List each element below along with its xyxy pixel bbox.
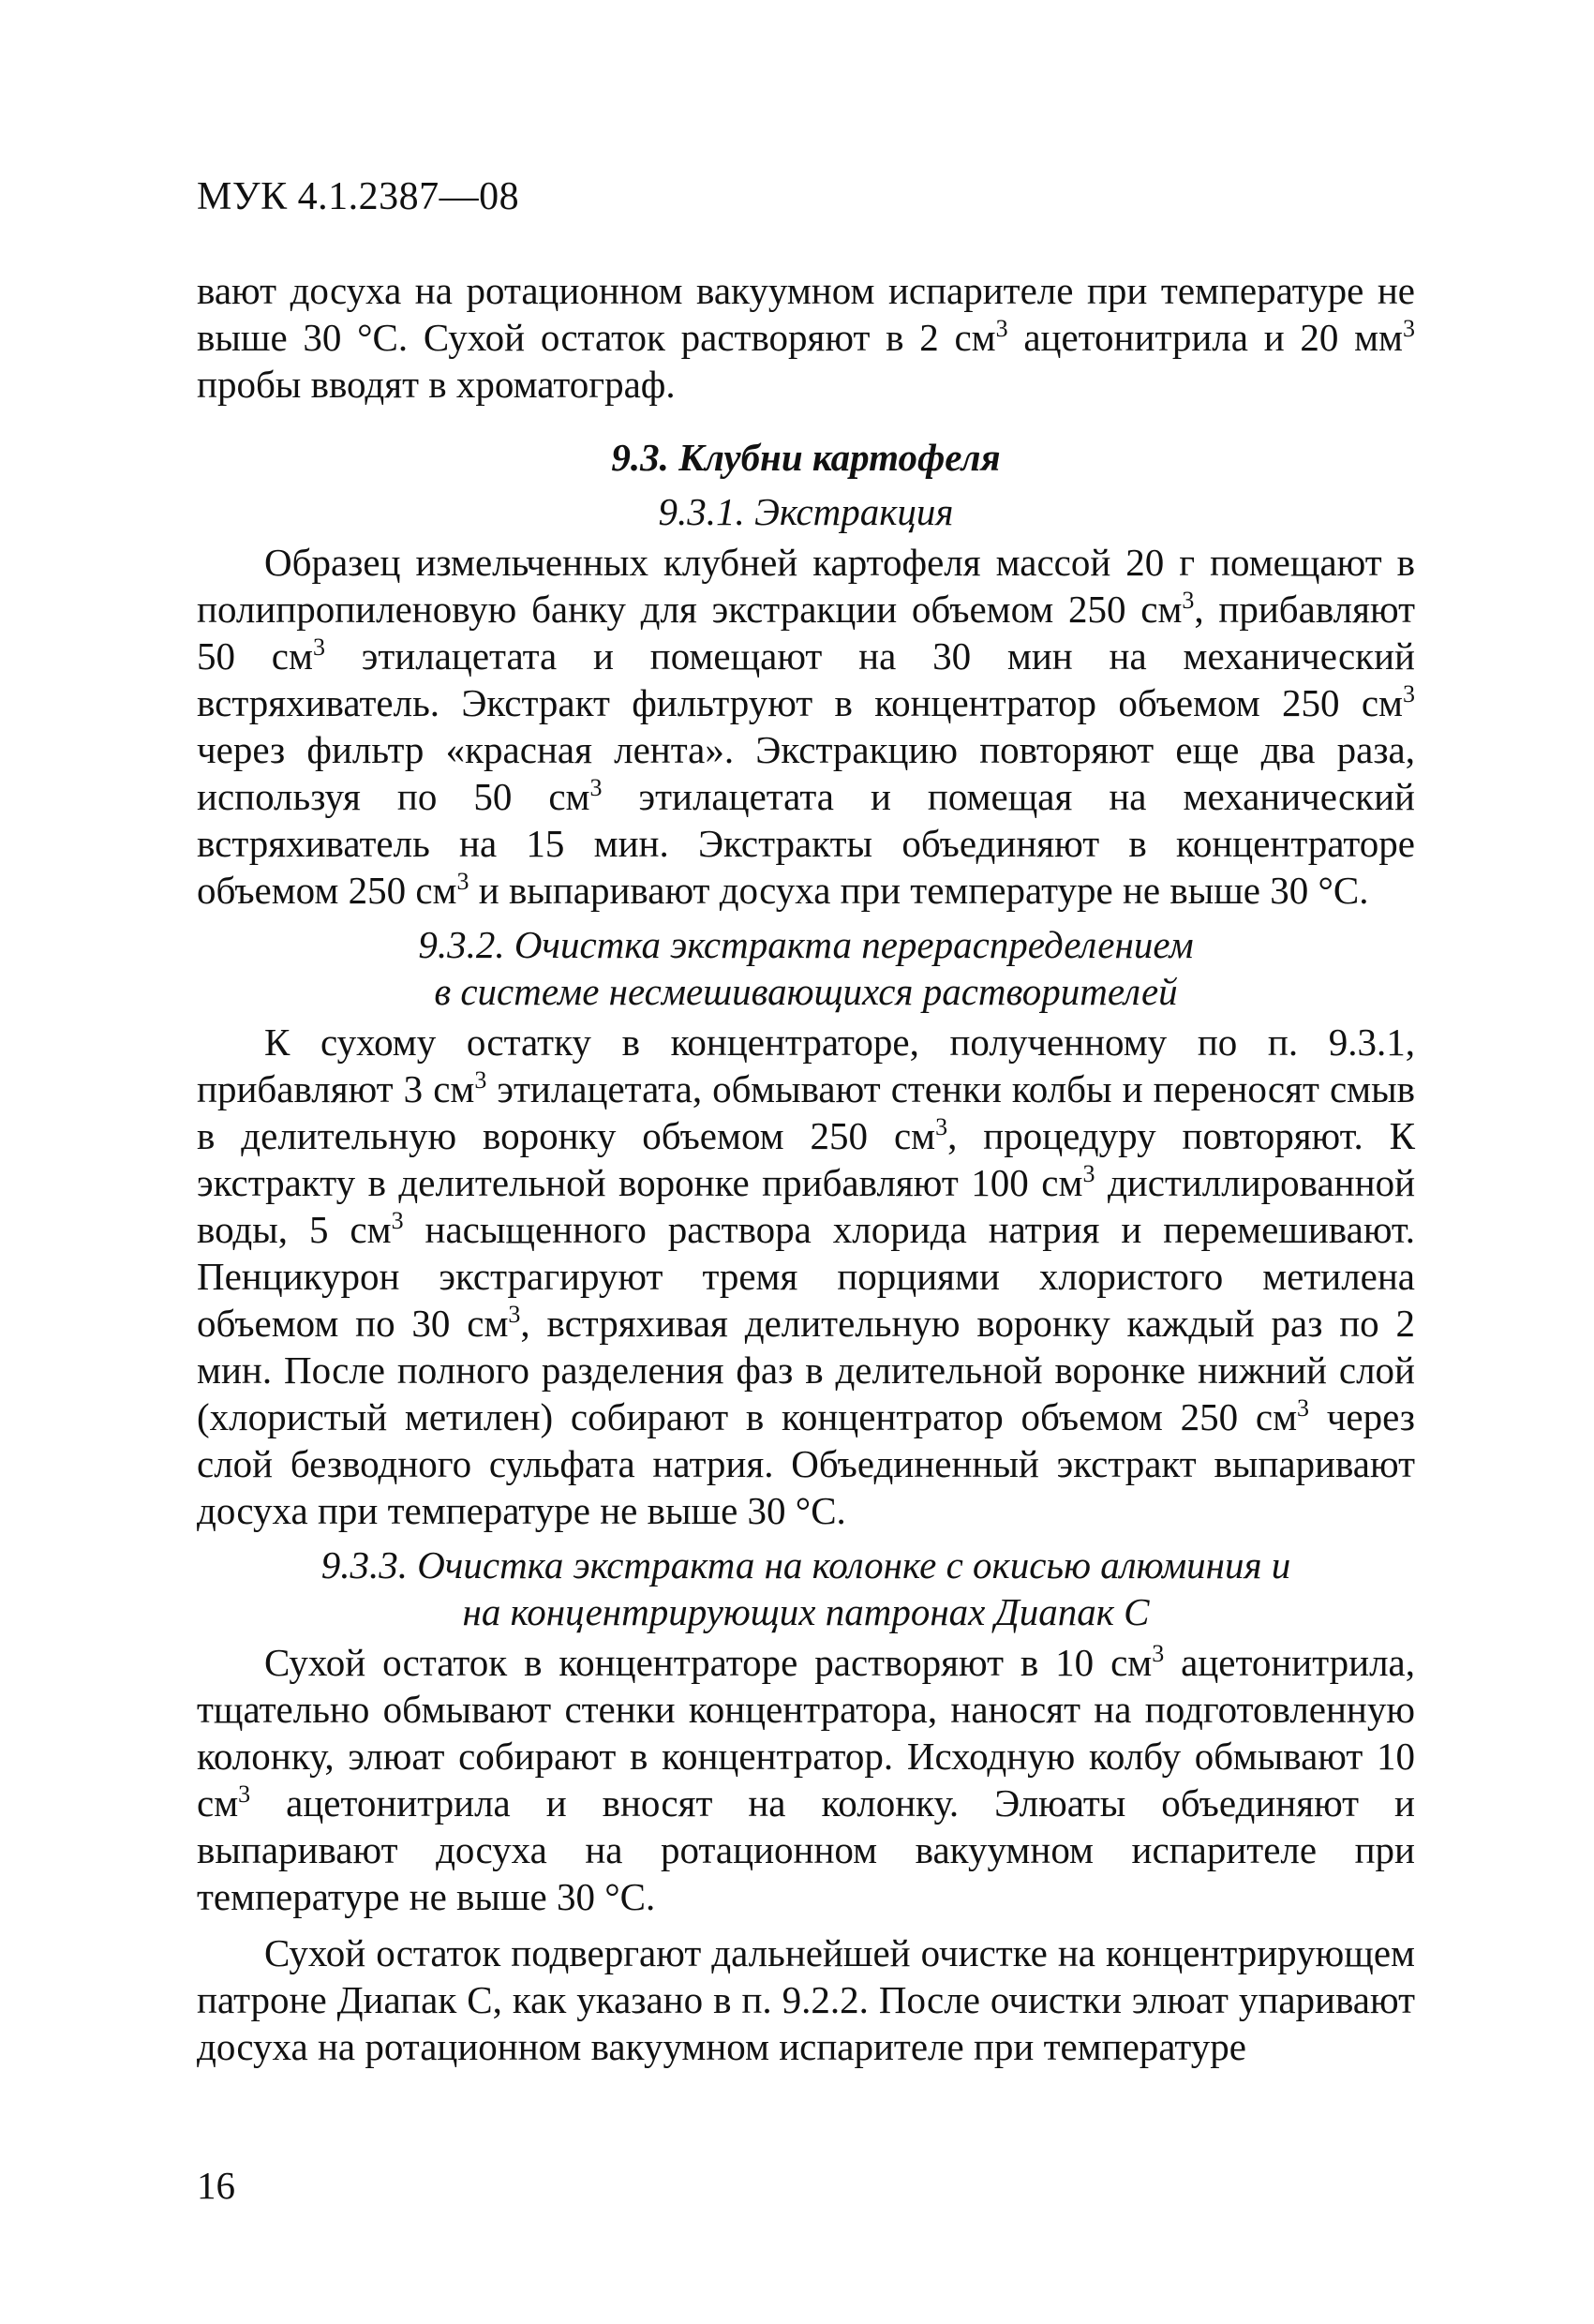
heading-line: 9.3.3. Очистка экстракта на колонке с окисью алюминия и — [320, 1543, 1291, 1587]
superscript: 3 — [1297, 1394, 1310, 1422]
heading-line: в системе несмешивающихся растворителей — [434, 970, 1178, 1013]
text-run: Образец измельченных клубней картофеля массой 20 г помещают в полипропиленовую банку для экстракции объемом 250 см — [197, 541, 1415, 631]
text-run: вают досуха на ротационном вакуумном испарителе при температуре не выше 30 °С. Сухой остаток растворяют в 2 см — [197, 269, 1415, 359]
superscript: 3 — [935, 1113, 948, 1140]
section-heading: 9.3. Клубни картофеля — [611, 436, 1001, 479]
paragraph-column-cleanup — [197, 1639, 1415, 1920]
text-run: ацетонитрила и 20 мм — [1007, 316, 1404, 359]
text-run: , прибавляют 50 см — [197, 588, 1415, 678]
superscript: 3 — [508, 1301, 521, 1328]
heading-line: на концентрирующих патронах Диапак С — [462, 1590, 1150, 1633]
superscript: 3 — [1403, 680, 1415, 708]
superscript: 3 — [1182, 587, 1195, 614]
paragraph-extraction — [197, 539, 1415, 914]
superscript: 3 — [1152, 1640, 1165, 1667]
heading-line: 9.3.2. Очистка экстракта перераспределением — [418, 923, 1194, 966]
superscript: 3 — [456, 868, 469, 895]
superscript: 3 — [238, 1780, 251, 1808]
text-run: через слой безводного сульфата натрия. Объединенный экстракт выпаривают досуха при температуре не выше 30 °С. — [197, 1395, 1415, 1532]
subsection-heading-column — [197, 1542, 1415, 1635]
superscript: 3 — [391, 1207, 404, 1234]
document-code-header: МУК 4.1.2387—08 — [197, 175, 520, 218]
text-run: этилацетата и помещают на 30 мин на механический встряхиватель. Экстракт фильтруют в концентратор объемом 250 см — [197, 634, 1415, 724]
superscript: 3 — [1403, 315, 1416, 342]
text-run: насыщенного раствора хлорида натрия и перемешивают. Пенцикурон экстрагируют тремя порциями хлористого метилена объемом по 30 см — [197, 1208, 1415, 1345]
paragraph-continuation — [197, 267, 1415, 408]
subsection-heading-partition — [197, 921, 1415, 1015]
text-run: Сухой остаток в концентраторе растворяют в 10 см — [264, 1641, 1153, 1684]
paragraph-partition — [197, 1019, 1415, 1534]
text-run: этилацетата и помещая на механический встряхиватель на 15 мин. Экстракты объединяют в концентраторе объемом 250 см — [197, 775, 1415, 912]
text-run: ацетонитрила и вносят на колонку. Элюаты объединяют и выпаривают досуха на ротационном вакуумном испарителе при температуре не выше 30 °С. — [197, 1781, 1415, 1918]
superscript: 3 — [995, 315, 1008, 342]
text-run: К сухому остатку в концентраторе, полученному по п. 9.3.1, прибавляют 3 см — [197, 1020, 1415, 1110]
text-run: пробы вводят в хроматограф. — [197, 363, 676, 406]
superscript: 3 — [1082, 1160, 1095, 1187]
superscript: 3 — [474, 1066, 487, 1094]
subsection-heading-extraction: 9.3.1. Экстракция — [658, 490, 954, 533]
text-run: и выпаривают досуха при температуре не выше 30 °С. — [469, 869, 1369, 912]
superscript: 3 — [312, 633, 325, 661]
text-run: , встряхивая делительную воронку каждый раз по 2 мин. После полного разделения фаз в делительной воронке нижний слой (хлористый метилен) собирают в концентратор объемом 250 см — [197, 1302, 1415, 1438]
text-run: , процедуру повторяют. К экстракту в делительной воронке прибавляют 100 см — [197, 1114, 1415, 1204]
page-body — [197, 173, 1415, 2070]
text-run: через фильтр «красная лента». Экстракцию повторяют еще два раза, используя по 50 см — [197, 728, 1415, 818]
text-run: этилацетата, обмывают стенки колбы и переносят смыв в делительную воронку объемом 250 см — [197, 1067, 1415, 1157]
paragraph-diapak-cleanup: Сухой остаток подвергают дальнейшей очистке на концентрирующем патроне Диапак С, как указано в п. 9.2.2. После очистки элюат упаривают досуха на ротационном вакуумном испарителе при температуре — [197, 1931, 1415, 2068]
superscript: 3 — [589, 774, 603, 801]
page-number: 16 — [197, 2164, 235, 2207]
text-run: ацетонитрила, тщательно обмывают стенки концентратора, наносят на подготовленную колонку, элюат собирают в концентратор. Исходную колбу обмывают 10 см — [197, 1641, 1415, 1825]
text-run: дистиллированной воды, 5 см — [197, 1161, 1416, 1251]
